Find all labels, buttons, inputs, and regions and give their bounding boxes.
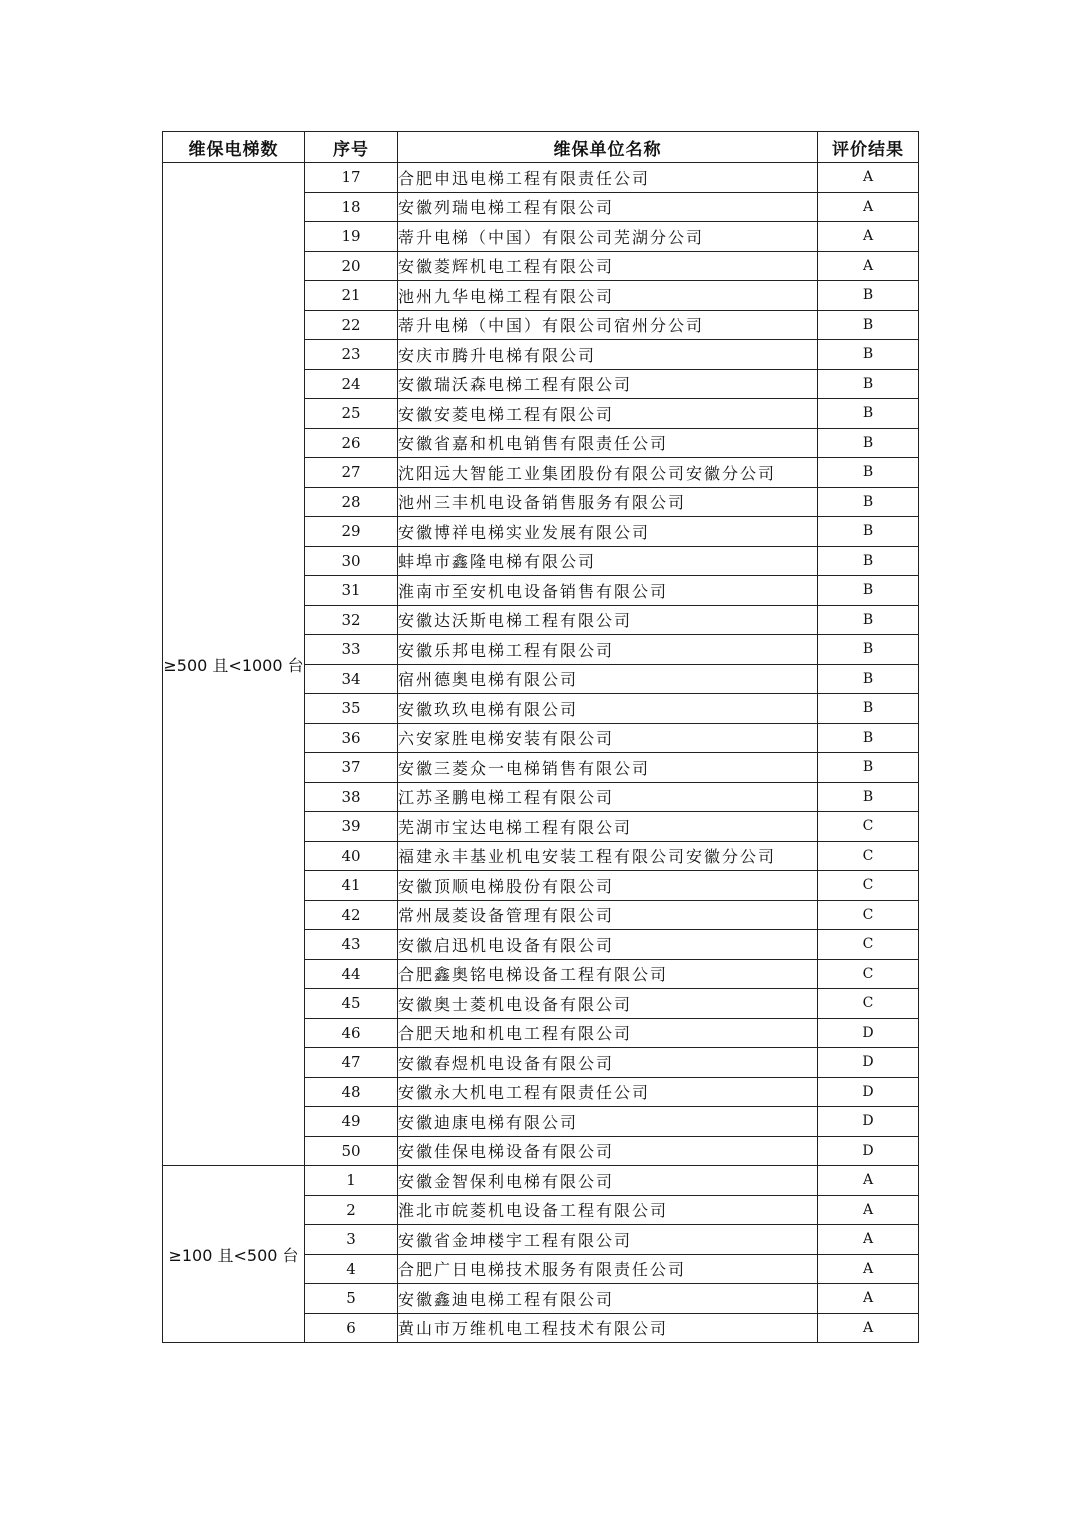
row-seq: 50: [305, 1136, 398, 1166]
row-result: A: [818, 163, 919, 193]
row-seq: 48: [305, 1077, 398, 1107]
row-result: B: [818, 428, 919, 458]
row-unit-name: 安庆市腾升电梯有限公司: [398, 340, 818, 370]
row-seq: 47: [305, 1048, 398, 1078]
row-seq: 17: [305, 163, 398, 193]
row-result: A: [818, 1166, 919, 1196]
row-seq: 40: [305, 841, 398, 871]
row-result: B: [818, 782, 919, 812]
row-result: B: [818, 487, 919, 517]
row-seq: 18: [305, 192, 398, 222]
row-unit-name: 江苏圣鹏电梯工程有限公司: [398, 782, 818, 812]
row-result: D: [818, 1018, 919, 1048]
row-result: A: [818, 222, 919, 252]
row-unit-name: 淮南市至安机电设备销售有限公司: [398, 576, 818, 606]
table-body: [163, 163, 919, 1343]
header-row: [163, 132, 919, 163]
row-result: B: [818, 546, 919, 576]
row-seq: 20: [305, 251, 398, 281]
row-seq: 34: [305, 664, 398, 694]
row-unit-name: 黄山市万维机电工程技术有限公司: [398, 1313, 818, 1343]
row-seq: 46: [305, 1018, 398, 1048]
row-seq: 36: [305, 723, 398, 753]
row-result: B: [818, 458, 919, 488]
row-unit-name: 安徽菱辉机电工程有限公司: [398, 251, 818, 281]
row-unit-name: 安徽瑞沃森电梯工程有限公司: [398, 369, 818, 399]
row-unit-name: 福建永丰基业机电安装工程有限公司安徽分公司: [398, 841, 818, 871]
row-seq: 19: [305, 222, 398, 252]
row-unit-name: 安徽启迅机电设备有限公司: [398, 930, 818, 960]
row-result: D: [818, 1077, 919, 1107]
row-seq: 35: [305, 694, 398, 724]
row-result: B: [818, 517, 919, 547]
row-unit-name: 安徽春煜机电设备有限公司: [398, 1048, 818, 1078]
row-unit-name: 常州晟菱设备管理有限公司: [398, 900, 818, 930]
row-seq: 45: [305, 989, 398, 1019]
row-seq: 24: [305, 369, 398, 399]
row-result: B: [818, 340, 919, 370]
row-result: D: [818, 1107, 919, 1137]
header-result: 评价结果: [818, 132, 919, 163]
row-seq: 6: [305, 1313, 398, 1343]
row-seq: 3: [305, 1225, 398, 1255]
row-seq: 43: [305, 930, 398, 960]
row-unit-name: 蒂升电梯（中国）有限公司宿州分公司: [398, 310, 818, 340]
row-unit-name: 安徽安菱电梯工程有限公司: [398, 399, 818, 429]
row-seq: 41: [305, 871, 398, 901]
row-result: B: [818, 576, 919, 606]
row-seq: 27: [305, 458, 398, 488]
group-label: ≥100 且<500 台: [163, 1166, 305, 1343]
row-seq: 26: [305, 428, 398, 458]
row-unit-name: 安徽永大机电工程有限责任公司: [398, 1077, 818, 1107]
row-result: C: [818, 871, 919, 901]
row-seq: 5: [305, 1284, 398, 1314]
row-result: B: [818, 753, 919, 783]
evaluation-table: [162, 131, 919, 1343]
row-seq: 25: [305, 399, 398, 429]
row-result: A: [818, 1254, 919, 1284]
row-unit-name: 安徽奥士菱机电设备有限公司: [398, 989, 818, 1019]
row-unit-name: 合肥申迅电梯工程有限责任公司: [398, 163, 818, 193]
row-unit-name: 淮北市皖菱机电设备工程有限公司: [398, 1195, 818, 1225]
group-label: ≥500 且<1000 台: [163, 163, 305, 1166]
row-seq: 1: [305, 1166, 398, 1196]
row-seq: 44: [305, 959, 398, 989]
row-unit-name: 合肥广日电梯技术服务有限责任公司: [398, 1254, 818, 1284]
row-unit-name: 安徽三菱众一电梯销售有限公司: [398, 753, 818, 783]
header-seq: 序号: [305, 132, 398, 163]
row-seq: 28: [305, 487, 398, 517]
row-seq: 31: [305, 576, 398, 606]
row-unit-name: 安徽省金坤楼宇工程有限公司: [398, 1225, 818, 1255]
row-seq: 32: [305, 605, 398, 635]
row-seq: 49: [305, 1107, 398, 1137]
row-unit-name: 安徽玖玖电梯有限公司: [398, 694, 818, 724]
row-result: B: [818, 664, 919, 694]
row-seq: 4: [305, 1254, 398, 1284]
row-unit-name: 安徽省嘉和机电销售有限责任公司: [398, 428, 818, 458]
header-unit: 维保单位名称: [398, 132, 818, 163]
row-seq: 29: [305, 517, 398, 547]
row-seq: 42: [305, 900, 398, 930]
row-result: C: [818, 930, 919, 960]
row-seq: 2: [305, 1195, 398, 1225]
row-result: A: [818, 1284, 919, 1314]
row-result: B: [818, 369, 919, 399]
row-unit-name: 安徽列瑞电梯工程有限公司: [398, 192, 818, 222]
row-unit-name: 安徽迪康电梯有限公司: [398, 1107, 818, 1137]
row-seq: 30: [305, 546, 398, 576]
row-unit-name: 芜湖市宝达电梯工程有限公司: [398, 812, 818, 842]
row-result: A: [818, 192, 919, 222]
row-result: B: [818, 281, 919, 311]
row-result: D: [818, 1048, 919, 1078]
table-row: [163, 163, 919, 193]
row-seq: 23: [305, 340, 398, 370]
row-result: A: [818, 1313, 919, 1343]
row-result: D: [818, 1136, 919, 1166]
row-unit-name: 安徽顶顺电梯股份有限公司: [398, 871, 818, 901]
row-unit-name: 蚌埠市鑫隆电梯有限公司: [398, 546, 818, 576]
row-result: C: [818, 959, 919, 989]
table-row: [163, 1166, 919, 1196]
row-unit-name: 六安家胜电梯安装有限公司: [398, 723, 818, 753]
row-unit-name: 安徽鑫迪电梯工程有限公司: [398, 1284, 818, 1314]
row-result: A: [818, 1195, 919, 1225]
row-result: A: [818, 1225, 919, 1255]
row-unit-name: 合肥鑫奥铭电梯设备工程有限公司: [398, 959, 818, 989]
row-result: B: [818, 310, 919, 340]
row-unit-name: 蒂升电梯（中国）有限公司芜湖分公司: [398, 222, 818, 252]
row-seq: 21: [305, 281, 398, 311]
row-result: C: [818, 900, 919, 930]
row-result: B: [818, 605, 919, 635]
row-result: B: [818, 399, 919, 429]
row-result: B: [818, 635, 919, 665]
row-result: C: [818, 841, 919, 871]
row-seq: 37: [305, 753, 398, 783]
header-count: 维保电梯数: [163, 132, 305, 163]
row-unit-name: 合肥天地和机电工程有限公司: [398, 1018, 818, 1048]
row-unit-name: 沈阳远大智能工业集团股份有限公司安徽分公司: [398, 458, 818, 488]
row-result: C: [818, 989, 919, 1019]
row-seq: 39: [305, 812, 398, 842]
row-unit-name: 安徽金智保利电梯有限公司: [398, 1166, 818, 1196]
row-result: B: [818, 694, 919, 724]
row-seq: 33: [305, 635, 398, 665]
row-result: C: [818, 812, 919, 842]
row-result: A: [818, 251, 919, 281]
row-unit-name: 安徽达沃斯电梯工程有限公司: [398, 605, 818, 635]
row-unit-name: 池州三丰机电设备销售服务有限公司: [398, 487, 818, 517]
row-seq: 38: [305, 782, 398, 812]
row-unit-name: 宿州德奥电梯有限公司: [398, 664, 818, 694]
row-unit-name: 安徽佳保电梯设备有限公司: [398, 1136, 818, 1166]
row-unit-name: 安徽乐邦电梯工程有限公司: [398, 635, 818, 665]
row-unit-name: 安徽博祥电梯实业发展有限公司: [398, 517, 818, 547]
row-seq: 22: [305, 310, 398, 340]
row-unit-name: 池州九华电梯工程有限公司: [398, 281, 818, 311]
row-result: B: [818, 723, 919, 753]
